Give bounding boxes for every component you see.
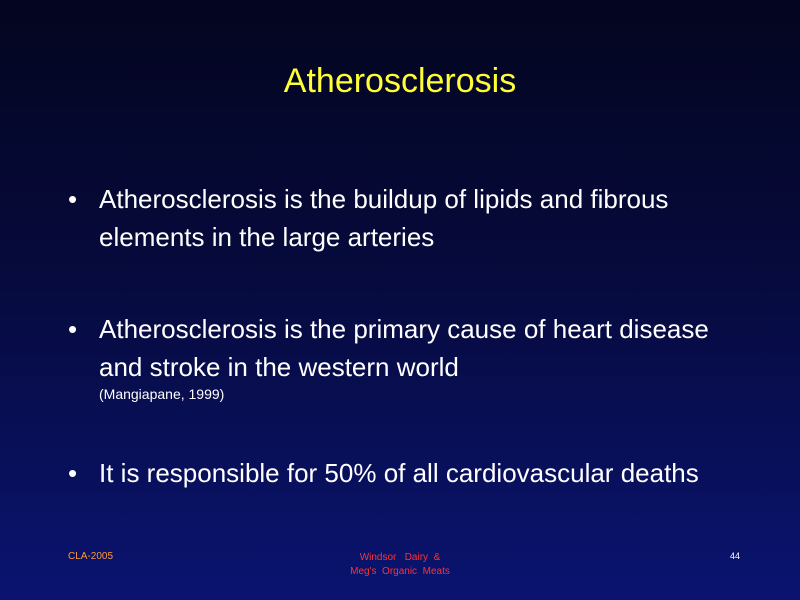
bullet-marker: •: [68, 184, 78, 214]
bullet-text: Atherosclerosis is the buildup of lipids and fibrous elements in the large arteries: [99, 184, 669, 252]
footer-credit-line-2: Meg's Organic Meats: [350, 566, 450, 577]
bullet-marker: •: [68, 458, 78, 488]
bullet-marker: •: [68, 314, 78, 344]
bullet-text: Atherosclerosis is the primary cause of heart disease and stroke in the western world: [99, 314, 709, 382]
footer-credit: [300, 551, 500, 579]
bullet-text-block: [99, 310, 758, 404]
citation: (Mangiapane, 1999): [99, 386, 225, 402]
page-number: 44: [729, 551, 740, 561]
bullet-item: [68, 180, 758, 256]
bullet-item: [68, 454, 758, 492]
bullet-item: [68, 310, 758, 404]
footer-credit-line-1: Windsor Dairy &: [359, 552, 441, 563]
footer-code: CLA-2005: [68, 551, 114, 562]
slide-title: Atherosclerosis: [283, 62, 517, 100]
bullet-text: It is responsible for 50% of all cardiovascular deaths: [99, 458, 699, 488]
